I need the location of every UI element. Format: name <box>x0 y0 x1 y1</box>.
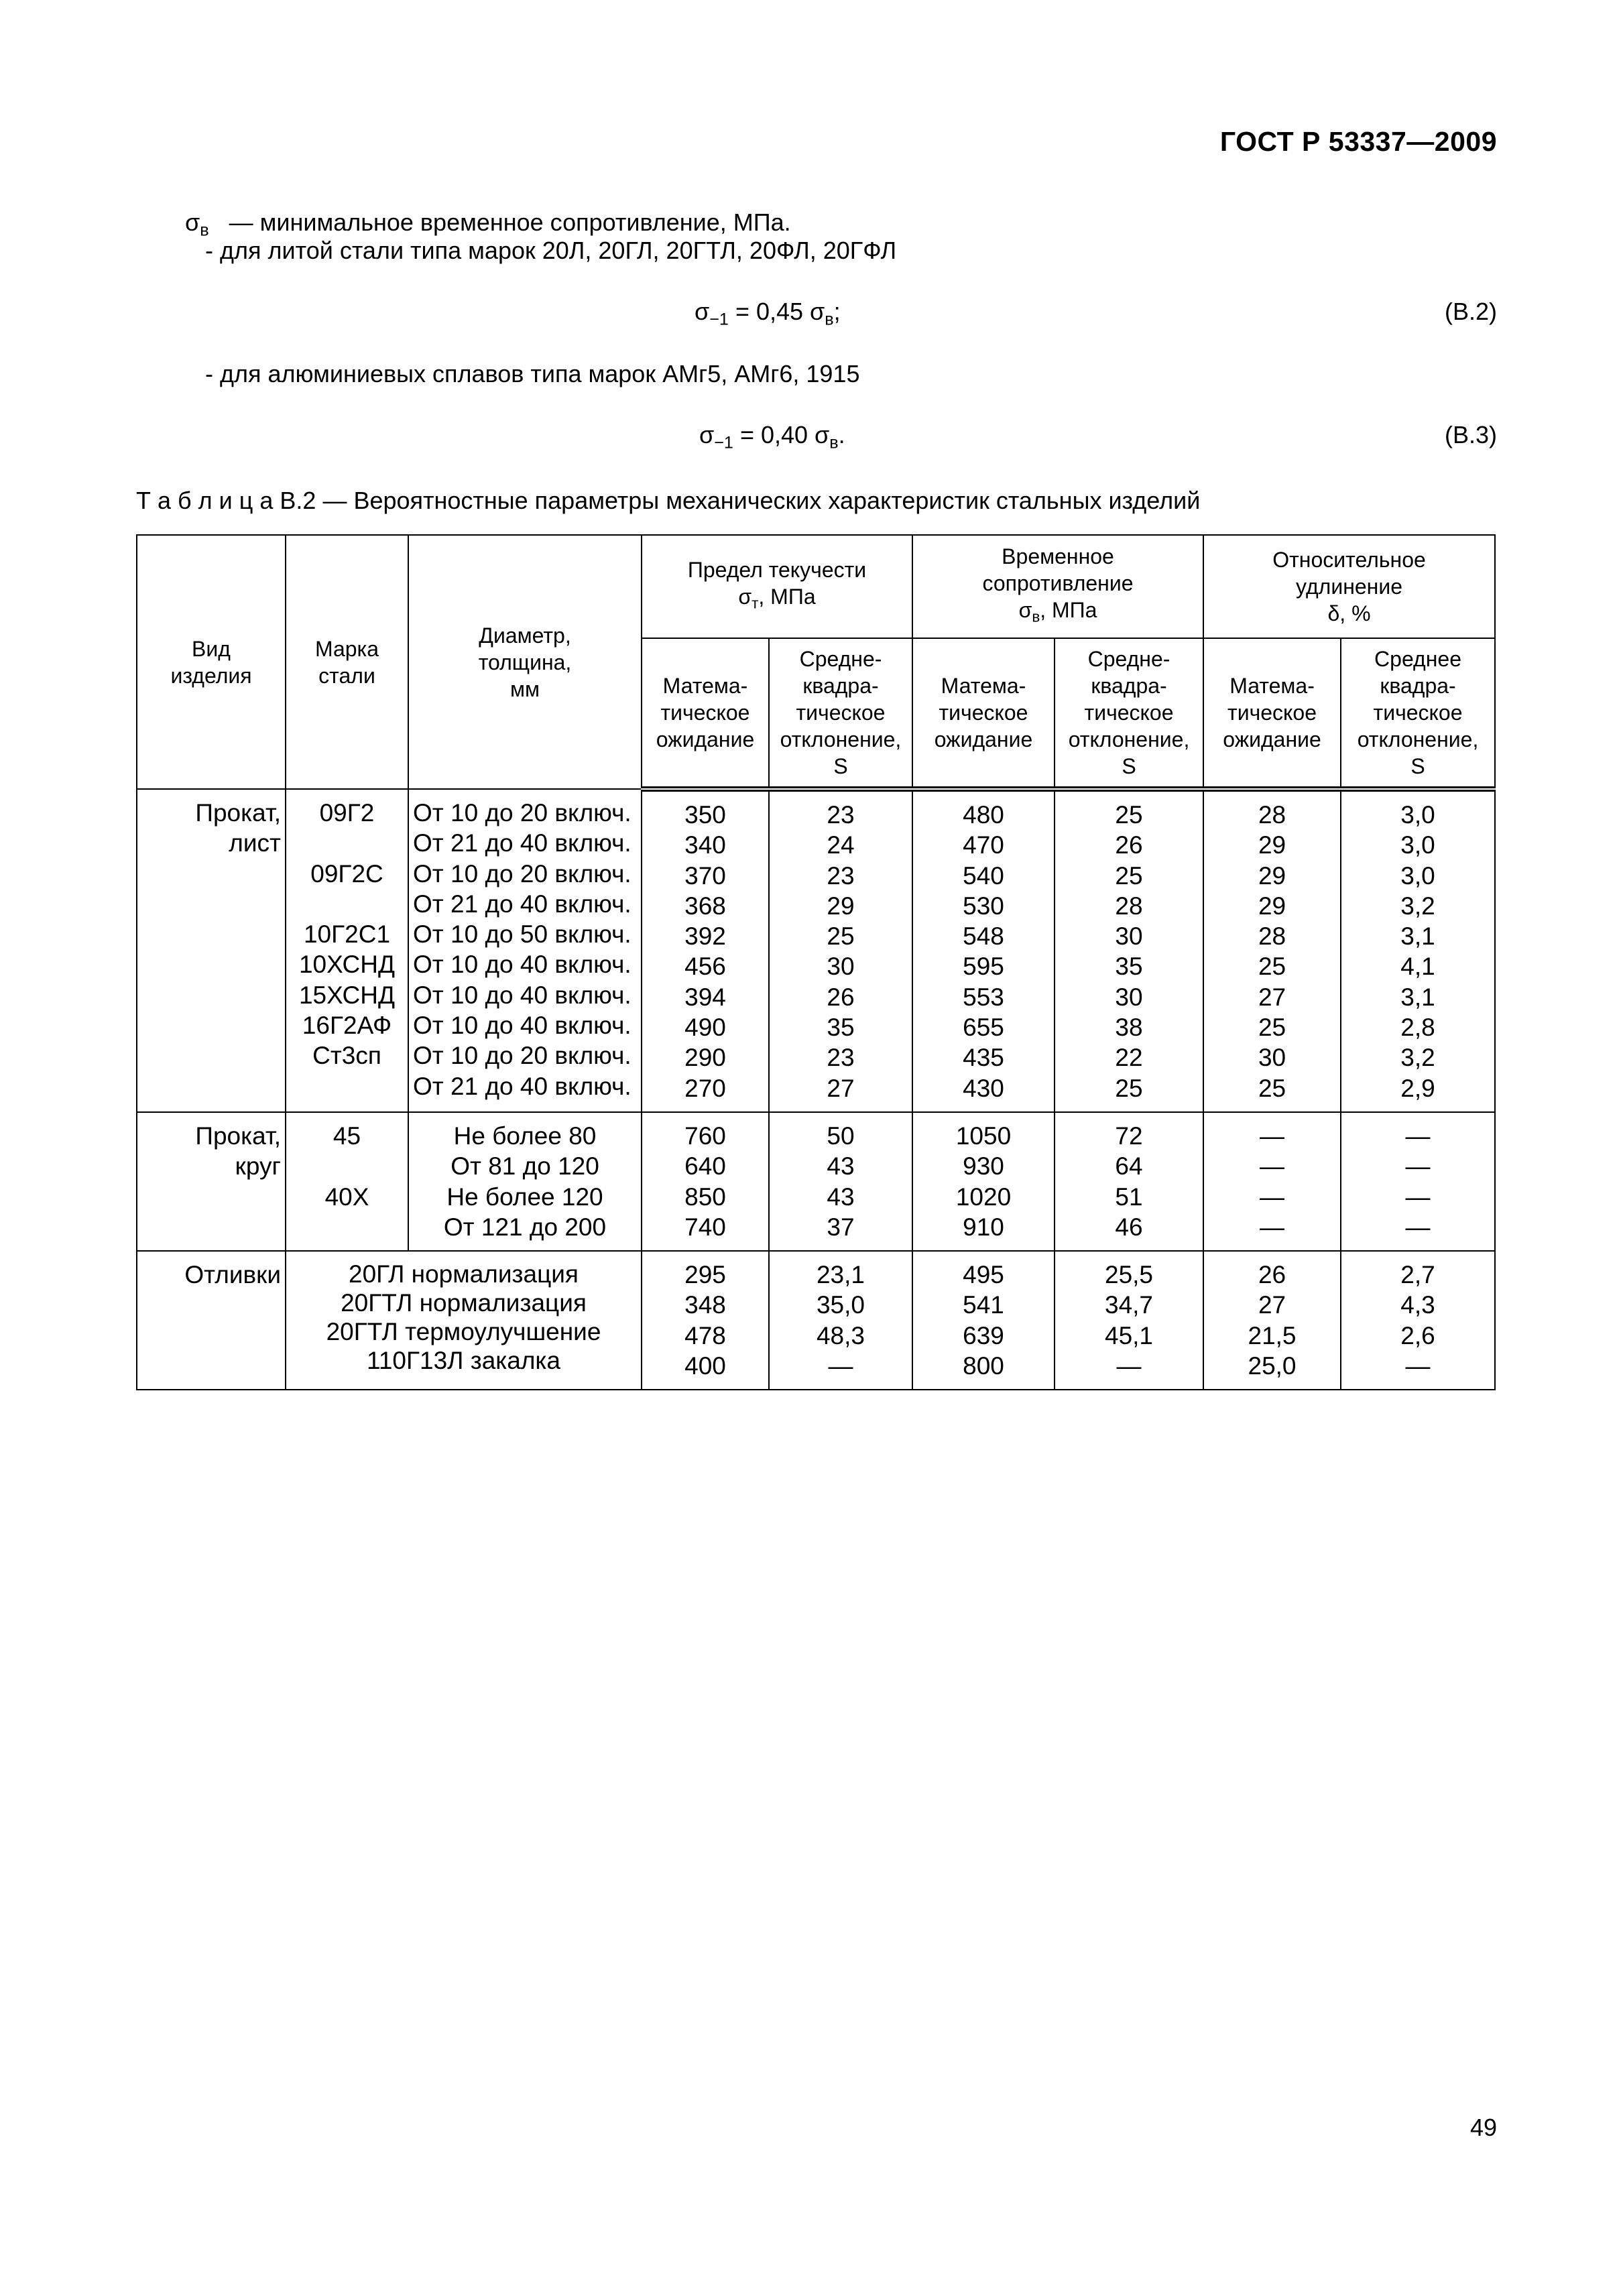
formula-b2 <box>695 298 841 330</box>
cell-line <box>290 889 404 919</box>
cell-line: От 10 до 50 включ. <box>413 920 632 949</box>
cell-line: 25 <box>827 922 855 951</box>
cell-line: 655 <box>963 1014 1004 1042</box>
cell-line: — <box>1260 1183 1285 1211</box>
formula-b2-lhs: σ <box>695 298 710 325</box>
cell-line: 20ГЛ нормализация <box>349 1260 579 1288</box>
tensile-sd-cell <box>1055 789 1203 1112</box>
header-grade: Марка стали <box>286 535 408 789</box>
cell-line: 25 <box>1115 801 1143 829</box>
cell-line: 2,9 <box>1400 1074 1435 1102</box>
cell-line: ожидание <box>1223 727 1321 751</box>
cell-line: 470 <box>963 831 1004 859</box>
cell-line: 29 <box>827 892 855 920</box>
cell-line: 3,1 <box>1400 922 1435 951</box>
cell-line: 640 <box>684 1152 726 1181</box>
cell-line: 4,1 <box>1400 953 1435 981</box>
cell-line <box>290 1071 404 1101</box>
cell-line: 400 <box>684 1352 726 1380</box>
cell-line: 392 <box>684 922 726 951</box>
cell-line: 110Г13Л закалка <box>366 1347 561 1375</box>
yield-sd-cell <box>769 789 912 1112</box>
cell-line: Не более 80 <box>453 1122 597 1150</box>
cell-line <box>290 1212 404 1242</box>
cell-line: 3,1 <box>1400 983 1435 1011</box>
cell-line: — <box>1405 1152 1431 1181</box>
cell-line: 25 <box>1258 953 1286 981</box>
tensile-sd-cell <box>1055 1251 1203 1390</box>
formula-b2-rhs: = 0,45 σ <box>728 298 825 325</box>
formula-b2-tail: ; <box>833 298 841 325</box>
cell-line: 23,1 <box>816 1261 865 1289</box>
cell-line: 20ГТЛ термоулучшение <box>326 1318 601 1346</box>
header-tensile-title2: сопротивление <box>982 570 1134 595</box>
cell-line: 24 <box>827 831 855 859</box>
cell-line: 480 <box>963 801 1004 829</box>
cell-line: 435 <box>963 1044 1004 1072</box>
cell-line: квадра- <box>1380 674 1456 698</box>
cell-line: 35 <box>827 1014 855 1042</box>
cell-line: лист <box>229 829 281 857</box>
cell-line: 370 <box>684 861 726 890</box>
cell-line: — <box>1260 1213 1285 1241</box>
cell-line: 23 <box>827 861 855 890</box>
cell-line: квадра- <box>1091 674 1167 698</box>
header-tensile <box>912 535 1203 638</box>
sigma-definition-text: — минимальное временное сопротивление, МПа. <box>229 208 791 236</box>
cell-line: 48,3 <box>816 1321 865 1349</box>
cell-line: 340 <box>684 831 726 859</box>
cell-line: От 10 до 20 включ. <box>413 859 632 888</box>
formula-b3-tail: . <box>838 421 845 448</box>
header-elongation <box>1203 535 1495 638</box>
grade-treatment-cell <box>286 1251 642 1390</box>
cell-line: 43 <box>827 1152 855 1181</box>
cell-line: 21,5 <box>1248 1321 1297 1349</box>
header-yield-title: Предел текучести <box>687 557 867 582</box>
elongation-sd-cell <box>1341 1251 1495 1390</box>
cell-line: 430 <box>963 1074 1004 1102</box>
cell-line: 290 <box>684 1044 726 1072</box>
header-diameter: Диаметр, толщина, мм <box>408 535 642 789</box>
cell-line: отклонение, <box>1357 727 1479 751</box>
cell-line: 09Г2 <box>319 799 375 827</box>
formula-b3-rhs-sub: в <box>829 433 839 452</box>
cell-line: 45 <box>333 1122 361 1150</box>
cell-line: 910 <box>963 1213 1004 1241</box>
formula-b3-rhs: = 0,40 σ <box>733 421 830 448</box>
cell-line: 639 <box>963 1321 1004 1349</box>
header-elongation-title2: удлинение <box>1296 575 1402 599</box>
cell-line: тическое <box>1373 701 1463 725</box>
cell-line: 350 <box>684 801 726 829</box>
cell-line: — <box>1405 1213 1431 1241</box>
cell-line: — <box>1116 1352 1142 1380</box>
cell-line: Отливки <box>184 1261 281 1289</box>
header-tensile-symbol: $\sigma_в$, МПа <box>1018 597 1097 625</box>
cell-line: 490 <box>684 1014 726 1042</box>
cell-line: 3,0 <box>1400 801 1435 829</box>
cell-line: 295 <box>684 1261 726 1289</box>
cell-line: — <box>828 1352 853 1380</box>
cell-line: 3,0 <box>1400 831 1435 859</box>
cell-line: 35,0 <box>816 1291 865 1319</box>
cell-line: 25,5 <box>1105 1261 1154 1289</box>
yield-sd-cell <box>769 1251 912 1390</box>
cell-line: 22 <box>1115 1044 1143 1072</box>
cell-line: 541 <box>963 1291 1004 1319</box>
cell-line: 23 <box>827 1044 855 1072</box>
table-group-castings <box>137 1251 1495 1390</box>
header-tensile-mean <box>912 638 1055 789</box>
cell-line: тическое <box>1227 701 1317 725</box>
kind-cell <box>137 1251 286 1390</box>
cell-line: 27 <box>1258 1291 1286 1319</box>
sigma-subscript: в <box>200 221 209 240</box>
header-elongation-mean <box>1203 638 1341 789</box>
formula-b3-lhs: σ <box>699 421 715 448</box>
cell-line: 15ХСНД <box>298 981 396 1009</box>
diameter-cell <box>408 789 642 1112</box>
formula-b3 <box>699 421 845 453</box>
cell-line: 50 <box>827 1122 855 1150</box>
cell-line: 29 <box>1258 861 1286 890</box>
cell-line: 23 <box>827 801 855 829</box>
header-elongation-unit: δ, % <box>1327 601 1371 625</box>
elongation-mean-cell <box>1203 1112 1341 1251</box>
elongation-sd-cell <box>1341 789 1495 1112</box>
cell-line: 540 <box>963 861 1004 890</box>
document-code: ГОСТ Р 53337—2009 <box>1219 126 1497 157</box>
cell-line: 72 <box>1115 1122 1143 1150</box>
cell-line: отклонение, <box>1068 727 1190 751</box>
cell-line: S <box>833 754 848 778</box>
cell-line: 43 <box>827 1183 855 1211</box>
cell-line: 3,2 <box>1400 892 1435 920</box>
cell-line: 64 <box>1115 1152 1143 1181</box>
yield-mean-cell <box>642 1251 769 1390</box>
cell-line: 495 <box>963 1261 1004 1289</box>
cell-line: 2,8 <box>1400 1014 1435 1042</box>
cell-line: 394 <box>684 983 726 1011</box>
cell-line: 38 <box>1115 1014 1143 1042</box>
cell-line: 4,3 <box>1400 1291 1435 1319</box>
cell-line: 45,1 <box>1105 1321 1154 1349</box>
cell-line: 20ГТЛ нормализация <box>341 1289 587 1317</box>
header-yield <box>642 535 912 638</box>
cell-line: 25,0 <box>1248 1352 1297 1380</box>
header-elongation-title1: Относительное <box>1272 548 1426 572</box>
cell-line: 270 <box>684 1074 726 1102</box>
cell-line: От 10 до 40 включ. <box>413 981 632 1009</box>
cell-line: Не более 120 <box>446 1183 603 1211</box>
cell-line: 28 <box>1258 801 1286 829</box>
yield-mean-cell <box>642 789 769 1112</box>
mechanical-properties-table <box>136 534 1496 1390</box>
cell-line: 1050 <box>955 1122 1012 1150</box>
sigma-symbol: σ <box>185 208 200 236</box>
cell-line: От 21 до 40 включ. <box>413 1072 632 1100</box>
cell-line: Средне- <box>799 647 882 671</box>
cell-line: квадра- <box>802 674 879 698</box>
tensile-mean-cell <box>912 1112 1055 1251</box>
cell-line: — <box>1405 1122 1431 1150</box>
header-yield-sd <box>769 638 912 789</box>
cell-line: 30 <box>1115 922 1143 951</box>
cell-line: 25 <box>1115 1074 1143 1102</box>
cell-line: 35 <box>1115 953 1143 981</box>
cell-line: 368 <box>684 892 726 920</box>
cell-line: 530 <box>963 892 1004 920</box>
grade-cell <box>286 1112 408 1251</box>
cell-line: 25 <box>1258 1014 1286 1042</box>
yield-sd-cell <box>769 1112 912 1251</box>
tensile-mean-cell <box>912 1251 1055 1390</box>
cell-line: 29 <box>1258 892 1286 920</box>
cell-line: От 10 до 40 включ. <box>413 951 632 979</box>
cell-line: 30 <box>1115 983 1143 1011</box>
cell-line: Средне- <box>1087 647 1170 671</box>
header-tensile-sd <box>1055 638 1203 789</box>
equation-number-b2: (В.2) <box>1444 298 1497 325</box>
elongation-sd-cell <box>1341 1112 1495 1251</box>
page-number: 49 <box>1469 2114 1497 2141</box>
formula-b2-rhs-sub: в <box>825 310 834 329</box>
cell-line: 37 <box>827 1213 855 1241</box>
cell-line: 348 <box>684 1291 726 1319</box>
cell-line: 930 <box>963 1152 1004 1181</box>
cell-line: От 21 до 40 включ. <box>413 829 632 857</box>
cell-line: 800 <box>963 1352 1004 1380</box>
cell-line: Матема- <box>662 674 748 698</box>
cell-line: 26 <box>1115 831 1143 859</box>
cell-line: тическое <box>660 701 750 725</box>
cell-line: 28 <box>1258 922 1286 951</box>
cell-line: 34,7 <box>1105 1291 1154 1319</box>
formula-b2-lhs-sub: −1 <box>709 310 729 329</box>
header-kind-label: Вид изделия <box>170 636 252 688</box>
cell-line: 25 <box>1258 1074 1286 1102</box>
cell-line: 25 <box>1115 861 1143 890</box>
cell-line: отклонение, <box>780 727 902 751</box>
header-yield-symbol: $\sigma_т$, МПа <box>738 584 816 612</box>
table-caption: Т а б л и ц а В.2 — Вероятностные параметры механических характеристик стальных изделий <box>136 487 1201 514</box>
tensile-mean-cell <box>912 789 1055 1112</box>
formula-b3-lhs-sub: −1 <box>714 433 733 452</box>
cell-line: — <box>1405 1352 1431 1380</box>
cell-line: 3,2 <box>1400 1044 1435 1072</box>
cell-line: 760 <box>684 1122 726 1150</box>
cell-line: 595 <box>963 953 1004 981</box>
header-elongation-sd <box>1341 638 1495 789</box>
kind-cell <box>137 1112 286 1251</box>
cell-line: 2,6 <box>1400 1321 1435 1349</box>
table-group-sheet <box>137 789 1495 1112</box>
cell-line: тическое <box>796 701 886 725</box>
cell-line: От 10 до 40 включ. <box>413 1012 632 1040</box>
cell-line: 30 <box>827 953 855 981</box>
cell-line: 26 <box>827 983 855 1011</box>
cell-line: 29 <box>1258 831 1286 859</box>
cell-line: S <box>1410 754 1425 778</box>
cell-line: Матема- <box>941 674 1026 698</box>
cell-line: От 10 до 20 включ. <box>413 799 632 827</box>
header-yield-mean <box>642 638 769 789</box>
cell-line: 09Г2С <box>310 859 383 888</box>
cell-line: 46 <box>1115 1213 1143 1241</box>
cell-line: 10Г2С1 <box>303 920 391 949</box>
cell-line: Среднее <box>1374 647 1461 671</box>
cell-line: 2,7 <box>1400 1261 1435 1289</box>
cell-line: От 121 до 200 <box>443 1213 607 1241</box>
cell-line: 850 <box>684 1183 726 1211</box>
tensile-sd-cell <box>1055 1112 1203 1251</box>
cell-line: Прокат, <box>195 1122 281 1150</box>
cell-line: 1020 <box>955 1183 1012 1211</box>
elongation-mean-cell <box>1203 789 1341 1112</box>
cell-line: 28 <box>1115 892 1143 920</box>
cell-line: Прокат, <box>195 799 281 827</box>
cell-line: 27 <box>827 1074 855 1102</box>
cell-line: 478 <box>684 1321 726 1349</box>
cell-line: — <box>1405 1183 1431 1211</box>
cell-line: От 81 до 120 <box>450 1152 599 1181</box>
cast-steel-line: - для литой стали типа марок 20Л, 20ГЛ, 20ГТЛ, 20ФЛ, 20ГФЛ <box>205 237 897 264</box>
header-tensile-title1: Временное <box>1002 544 1114 568</box>
table-group-round <box>137 1112 1495 1251</box>
cell-line: От 10 до 20 включ. <box>413 1042 632 1070</box>
cell-line: 51 <box>1115 1183 1143 1211</box>
cell-line: — <box>1260 1152 1285 1181</box>
cell-line: тическое <box>1084 701 1174 725</box>
kind-cell <box>137 789 286 1112</box>
cell-line: 30 <box>1258 1044 1286 1072</box>
cell-line <box>290 828 404 858</box>
cell-line: От 21 до 40 включ. <box>413 890 632 918</box>
cell-line: 26 <box>1258 1261 1286 1289</box>
cell-line: 740 <box>684 1213 726 1241</box>
cell-line: ожидание <box>656 727 755 751</box>
yield-mean-cell <box>642 1112 769 1251</box>
cell-line: 548 <box>963 922 1004 951</box>
equation-number-b3: (В.3) <box>1444 421 1497 448</box>
cell-line: — <box>1260 1122 1285 1150</box>
cell-line: S <box>1122 754 1136 778</box>
cell-line: тическое <box>939 701 1028 725</box>
cell-line: 10ХСНД <box>298 951 396 979</box>
diameter-cell <box>408 1112 642 1251</box>
cell-line: ожидание <box>934 727 1033 751</box>
cell-line: 27 <box>1258 983 1286 1011</box>
cell-line: 553 <box>963 983 1004 1011</box>
cell-line: 456 <box>684 953 726 981</box>
cell-line: 40Х <box>324 1183 369 1211</box>
aluminium-line: - для алюминиевых сплавов типа марок АМг5, АМг6, 1915 <box>205 360 860 387</box>
cell-line: Ст3сп <box>312 1042 381 1070</box>
cell-line <box>290 1151 404 1181</box>
grade-cell <box>286 789 408 1112</box>
elongation-mean-cell <box>1203 1251 1341 1390</box>
cell-line: круг <box>235 1152 281 1181</box>
cell-line: 16Г2АФ <box>302 1012 392 1040</box>
cell-line: Матема- <box>1229 674 1315 698</box>
header-kind <box>137 535 286 789</box>
cell-line: 3,0 <box>1400 861 1435 890</box>
